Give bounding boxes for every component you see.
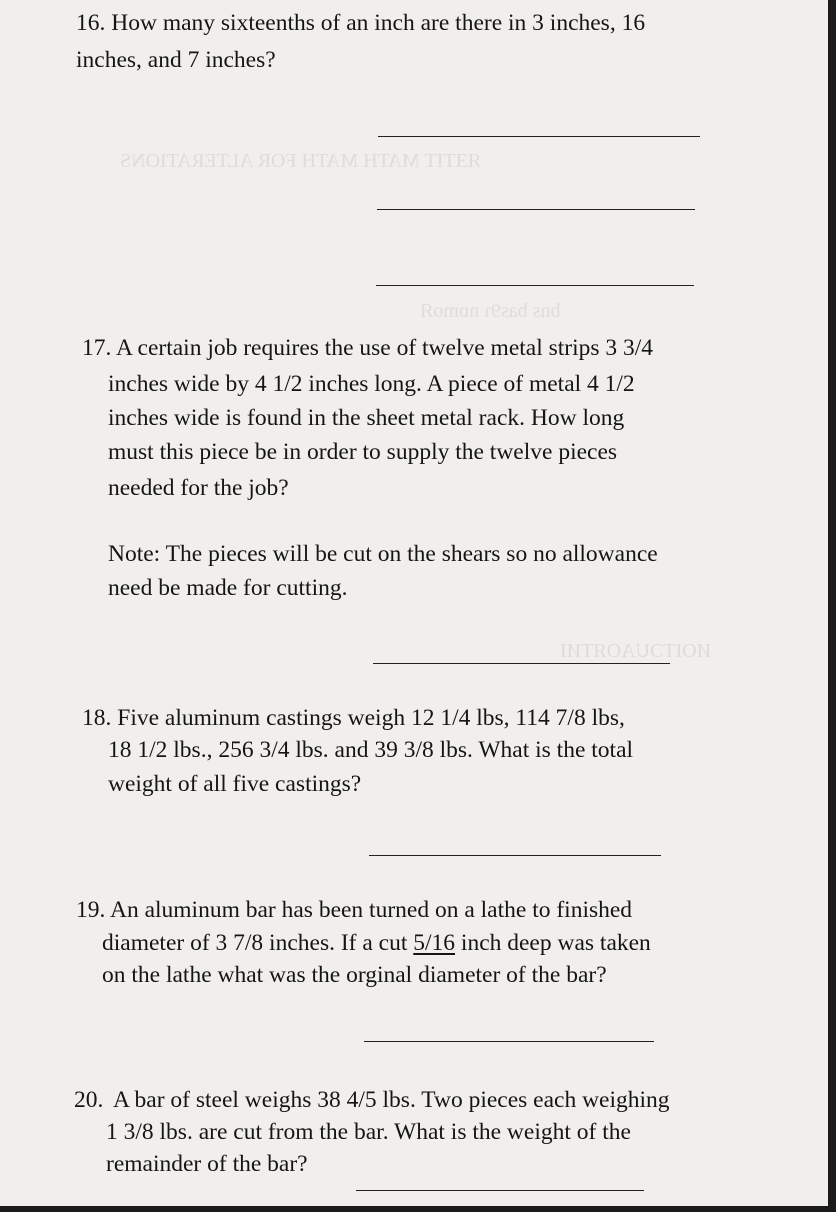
question-text-line: An aluminum bar has been turned on a lathe to finished	[109, 897, 633, 923]
question-text-line: on the lathe what was the orginal diameter of the bar?	[102, 962, 607, 988]
answer-blank[interactable]	[369, 855, 661, 856]
note-text-line: need be made for cutting.	[108, 575, 348, 601]
question-text-line: inches wide is found in the sheet metal rack. How long	[108, 405, 625, 431]
question-text-line: A certain job requires the use of twelve metal strips 3 3/4	[115, 335, 654, 361]
question-text-line: inches wide by 4 1/2 inches long. A piece of metal 4 1/2	[108, 371, 635, 397]
question-text-line: 1 3/8 lbs. are cut from the bar. What is the weight of the	[106, 1119, 631, 1145]
question-text-line: A bar of steel weighs 38 4/5 lbs. Two pieces each weighing	[112, 1087, 670, 1113]
answer-blank[interactable]	[373, 663, 670, 664]
question-number: 17.	[82, 335, 112, 361]
question-text-line: 18 1/2 lbs., 256 3/4 lbs. and 39 3/8 lbs. What is the total	[108, 737, 634, 763]
underlined-fraction: 5/16	[413, 930, 456, 956]
show-through-text: ИOITƆUAOЯTИI	[560, 640, 712, 662]
answer-blank[interactable]	[376, 285, 694, 286]
question-text-line: remainder of the bar?	[106, 1151, 308, 1177]
answer-blank[interactable]	[356, 1190, 644, 1191]
question-text-line: Five aluminum castings weigh 12 1/4 lbs, 114 7/8 lbs,	[117, 705, 625, 731]
show-through-text: bns bas9ɿ nɒmoЯ	[420, 300, 561, 322]
answer-blank[interactable]	[377, 209, 695, 210]
question-text-line: inches, and 7 inches?	[76, 47, 276, 73]
show-through-text: ЯƎTIT MATH MATH FOR ALTERATIONS	[120, 150, 482, 172]
question-text-line: must this piece be in order to supply the twelve pieces	[108, 439, 618, 465]
question-text-line: How many sixteenths of an inch are there in 3 inches, 16	[111, 10, 646, 36]
question-number: 18.	[82, 705, 112, 731]
question-number: 20.	[74, 1087, 104, 1113]
question-number: 16.	[76, 10, 106, 36]
note-text-line: Note: The pieces will be cut on the shears so no allowance	[108, 541, 658, 567]
question-text-line: diameter of 3 7/8 inches. If a cut 5/16 inch deep was taken	[102, 930, 651, 956]
question-text-line: needed for the job?	[108, 475, 289, 501]
question-text-line: weight of all five castings?	[108, 771, 362, 797]
answer-blank[interactable]	[364, 1041, 654, 1042]
answer-blank[interactable]	[378, 136, 700, 137]
question-number: 19.	[76, 897, 106, 923]
